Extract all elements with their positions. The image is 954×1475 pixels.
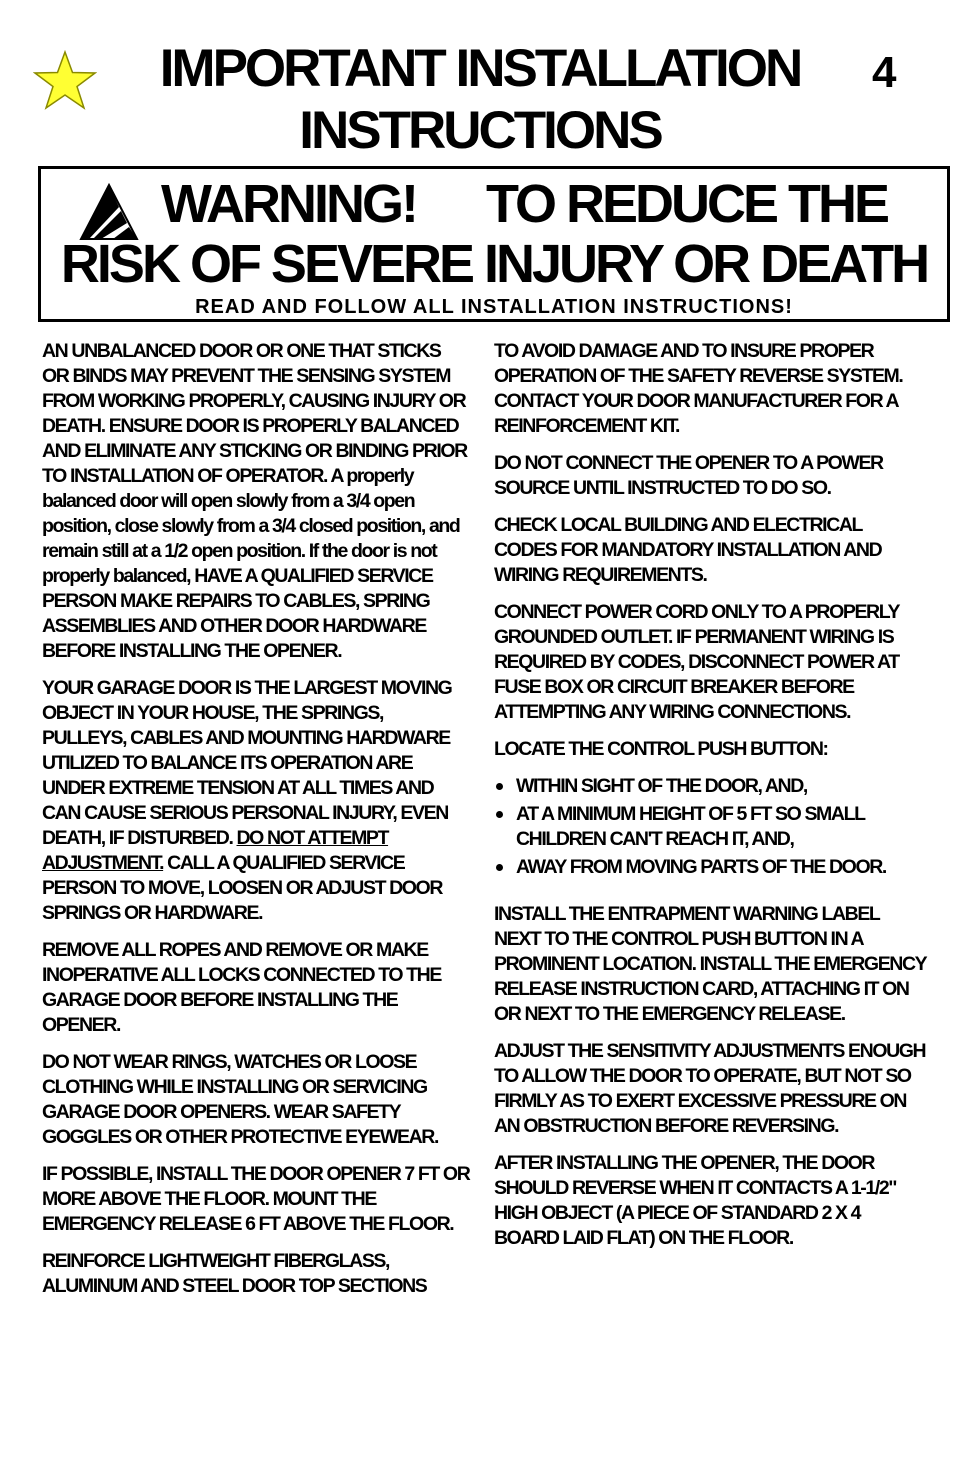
- list-item: [494, 855, 926, 880]
- list-item-text: WITHIN SIGHT OF THE DOOR, AND,: [516, 775, 807, 797]
- bullet-icon: [496, 864, 503, 871]
- paragraph-sensitivity: ADJUST THE SENSITIVITY ADJUSTMENTS ENOUGH TO ALLOW THE DOOR TO OPERATE, BUT NOT SO FIRMLY AS TO EXERT EXCESSIVE PRESSURE ON AN OBSTRUCTION BEFORE REVERSING.: [494, 1040, 926, 1137]
- left-column: [42, 339, 470, 1311]
- paragraph-garage-door-start: YOUR GARAGE DOOR IS THE LARGEST MOVING OBJECT IN YOUR HOUSE, THE SPRINGS, PULLEYS, CABLES AND MOUNTING HARDWARE UTILIZED TO BALANCE ITS OPERATION ARE UNDER EXTREME TENSION AT ALL TIMES AND CAN CAUSE SERIOUS PERSONAL INJURY, EVEN DEATH, IF DISTURBED.: [42, 677, 452, 849]
- button-location-list: [494, 774, 926, 880]
- bullet-icon: [496, 811, 503, 818]
- paragraph-reinforcement-kit: TO AVOID DAMAGE AND TO INSURE PROPER OPERATION OF THE SAFETY REVERSE SYSTEM. CONTACT YOUR DOOR MANUFACTURER FOR A REINFORCEMENT KIT.: [494, 340, 903, 437]
- star-shape: [35, 52, 95, 108]
- paragraph-reverse-test: AFTER INSTALLING THE OPENER, THE DOOR SHOULD REVERSE WHEN IT CONTACTS A 1-1/2" HIGH OBJECT (A PIECE OF STANDARD 2 X 4 BOARD LAID FLAT) ON THE FLOOR.: [494, 1152, 897, 1249]
- title-line-2: INSTRUCTIONS: [299, 101, 661, 160]
- paragraph-ropes-locks: REMOVE ALL ROPES AND REMOVE OR MAKE INOPERATIVE ALL LOCKS CONNECTED TO THE GARAGE DOOR BEFORE INSTALLING THE OPENER.: [42, 939, 441, 1036]
- paragraph-clothing: DO NOT WEAR RINGS, WATCHES OR LOOSE CLOTHING WHILE INSTALLING OR SERVICING GARAGE DOOR OPENERS. WEAR SAFETY GOGGLES OR OTHER PROTECTIVE EYEWEAR.: [42, 1051, 438, 1148]
- do-not-attempt-adjustment: DO NOT ATTEMPT ADJUSTMENT.: [42, 827, 389, 874]
- paragraph-locate-button: LOCATE THE CONTROL PUSH BUTTON:: [494, 738, 828, 760]
- bullet-icon: [496, 783, 503, 790]
- warning-line1-rest: TO REDUCE THE: [485, 174, 888, 234]
- list-item-text: AWAY FROM MOVING PARTS OF THE DOOR.: [516, 856, 886, 878]
- paragraph-power-source: DO NOT CONNECT THE OPENER TO A POWER SOURCE UNTIL INSTRUCTED TO DO SO.: [494, 452, 883, 499]
- warning-headline: [161, 171, 887, 237]
- title-line-1: IMPORTANT INSTALLATION: [159, 39, 801, 98]
- right-column: [494, 339, 926, 1263]
- list-item: [494, 774, 926, 799]
- paragraph-garage-door: [42, 676, 470, 926]
- page-title: [110, 38, 850, 162]
- warning-subline: READ AND FOLLOW ALL INSTALLATION INSTRUCTIONS!: [195, 296, 793, 318]
- page-number: 4: [872, 48, 897, 97]
- paragraph-balance: AN UNBALANCED DOOR OR ONE THAT STICKS OR BINDS MAY PREVENT THE SENSING SYSTEM FROM WORKING PROPERLY, CAUSING INJURY OR DEATH. ENSURE DOOR IS PROPERLY BALANCED AND ELIMINATE ANY STICKING OR BINDING PRIOR TO INSTALLATION OF OPERATOR. A properly balanced door will open slowly from a 3/4 open position, close slowly from a 3/4 closed position, and remain still at a 1/2 open position. If the door is not properly balanced, HAVE A QUALIFIED SERVICE PERSON MAKE REPAIRS TO CABLES, SPRING ASSEMBLIES AND OTHER DOOR HARDWARE BEFORE INSTALLING THE OPENER.: [42, 340, 467, 662]
- paragraph-garage-door-end: CALL A QUALIFIED SERVICE PERSON TO MOVE, LOOSEN OR ADJUST DOOR SPRINGS OR HARDWARE.: [42, 852, 443, 924]
- warning-line-2: RISK OF SEVERE INJURY OR DEATH: [60, 234, 928, 294]
- star-icon: [33, 50, 97, 110]
- paragraph-entrapment-label: INSTALL THE ENTRAPMENT WARNING LABEL NEXT TO THE CONTROL PUSH BUTTON IN A PROMINENT LOCATION. INSTALL THE EMERGENCY RELEASE INSTRUCTION CARD, ATTACHING IT ON OR NEXT TO THE EMERGENCY RELEASE.: [494, 903, 926, 1025]
- list-item: [494, 802, 926, 852]
- warning-word: WARNING!: [161, 174, 416, 234]
- paragraph-mounting-height: IF POSSIBLE, INSTALL THE DOOR OPENER 7 FT OR MORE ABOVE THE FLOOR. MOUNT THE EMERGENCY RELEASE 6 FT ABOVE THE FLOOR.: [42, 1163, 470, 1235]
- paragraph-reinforce: REINFORCE LIGHTWEIGHT FIBERGLASS, ALUMINUM AND STEEL DOOR TOP SECTIONS: [42, 1250, 427, 1297]
- paragraph-codes: CHECK LOCAL BUILDING AND ELECTRICAL CODES FOR MANDATORY INSTALLATION AND WIRING REQUIREMENTS.: [494, 514, 882, 586]
- list-item-text: AT A MINIMUM HEIGHT OF 5 FT SO SMALL CHILDREN CAN'T REACH IT, AND,: [516, 803, 865, 850]
- paragraph-grounded-outlet: CONNECT POWER CORD ONLY TO A PROPERLY GROUNDED OUTLET. IF PERMANENT WIRING IS REQUIRED BY CODES, DISCONNECT POWER AT FUSE BOX OR CIRCUIT BREAKER BEFORE ATTEMPTING ANY WIRING CONNECTIONS.: [494, 601, 899, 723]
- warning-box: [38, 166, 950, 322]
